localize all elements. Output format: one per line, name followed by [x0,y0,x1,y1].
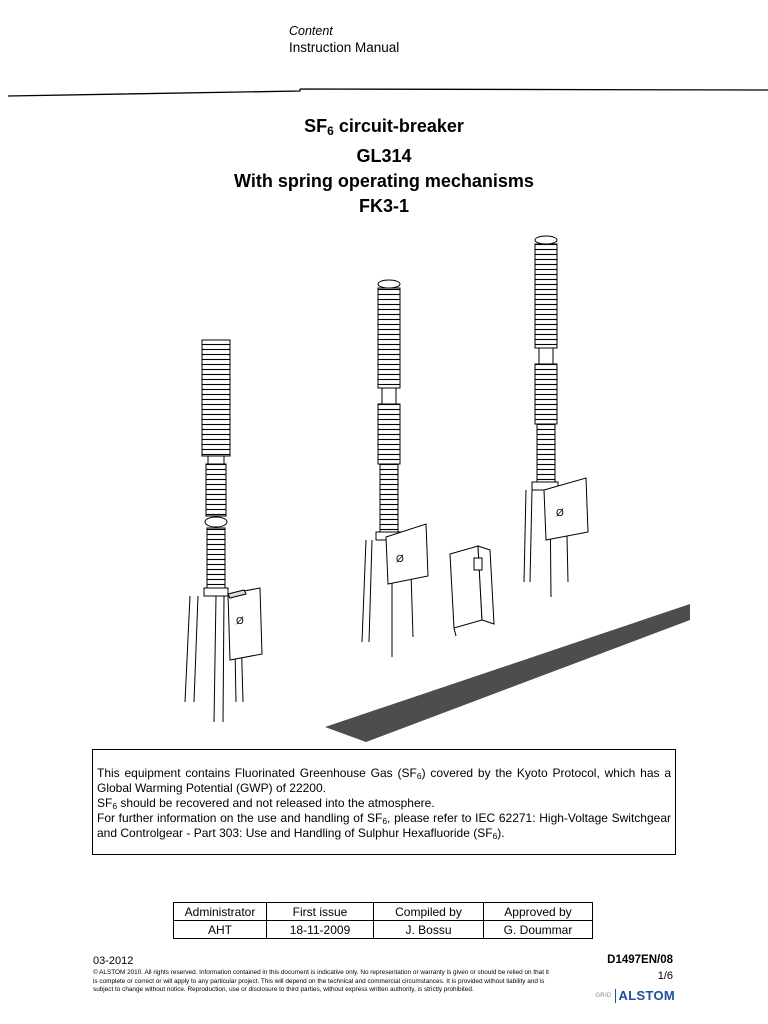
ground-band [325,604,690,742]
approval-header-cell: Compiled by [374,903,484,921]
approval-value-cell: G. Doummar [484,921,593,939]
svg-text:Ø: Ø [236,616,244,627]
pole-middle [362,280,428,657]
approval-header-cell: Approved by [484,903,593,921]
title-line-1: $SF_6$ circuit-breaker [304,116,464,138]
footer-page-number: 1/6 [657,970,673,982]
pole-right [524,236,588,597]
approval-value-cell: J. Bossu [374,921,484,939]
approval-header-row [174,903,593,921]
approval-value-cell: AHT [174,921,267,939]
circuit-breaker-illustration [170,232,690,742]
pole-left [185,340,262,722]
logo-brand: ALSTOM [618,988,675,1003]
approval-header-cell: Administrator [174,903,267,921]
document-title [0,114,768,219]
approval-value-cell: 18-11-2009 [267,921,374,939]
header-rule [0,86,768,100]
header-title: Instruction Manual [289,40,400,55]
alstom-logo [595,988,675,1003]
title-line-2: GL314 [356,146,412,166]
footer-doc-number: D1497EN/08 [607,954,673,966]
logo-prefix: GRID [595,992,612,999]
approval-table [173,902,593,939]
title-line-4: FK3-1 [358,196,409,216]
header-kicker: Content [289,24,333,38]
notice-paragraph-1: This equipment contains Fluorinated Greenhouse Gas $(SF_6)$ covered by the Kyoto Protocol, which has a Global Warming Potential (GWP) of 22200. [97,766,672,795]
footer-legal-notice: © ALSTOM 2010. All rights reserved. Information contained in this document is indicative only. No representation or warranty is given or should be relied on that it is complete or correct or will apply to any particular project. This will depend on the technical and commercial circumstances. It is provided without liability and is subject to change without notice. Reproduction, use or disclosure to third parties, without express written authority, is strictly prohibited. [93,969,549,994]
approval-header-cell: First issue [267,903,374,921]
svg-text:Ø: Ø [396,554,404,565]
sf6-notice-box [92,749,676,855]
approval-value-row [174,921,593,939]
title-line-3: With spring operating mechanisms [234,171,534,191]
notice-paragraph-2: $SF_6$ should be recovered and not released into the atmosphere. [97,796,435,811]
control-cabinet [450,546,494,636]
notice-paragraph-3: For further information on the use and handling of $SF_6$, please refer to IEC 62271: High-Voltage Switchgear and Controlgear - Part 303: Use and Handling of Sulphur Hexafluoride $(SF_6)$. [97,811,671,841]
footer-date: 03-2012 [93,955,134,967]
svg-text:Ø: Ø [556,508,564,519]
logo-divider [615,989,616,1003]
